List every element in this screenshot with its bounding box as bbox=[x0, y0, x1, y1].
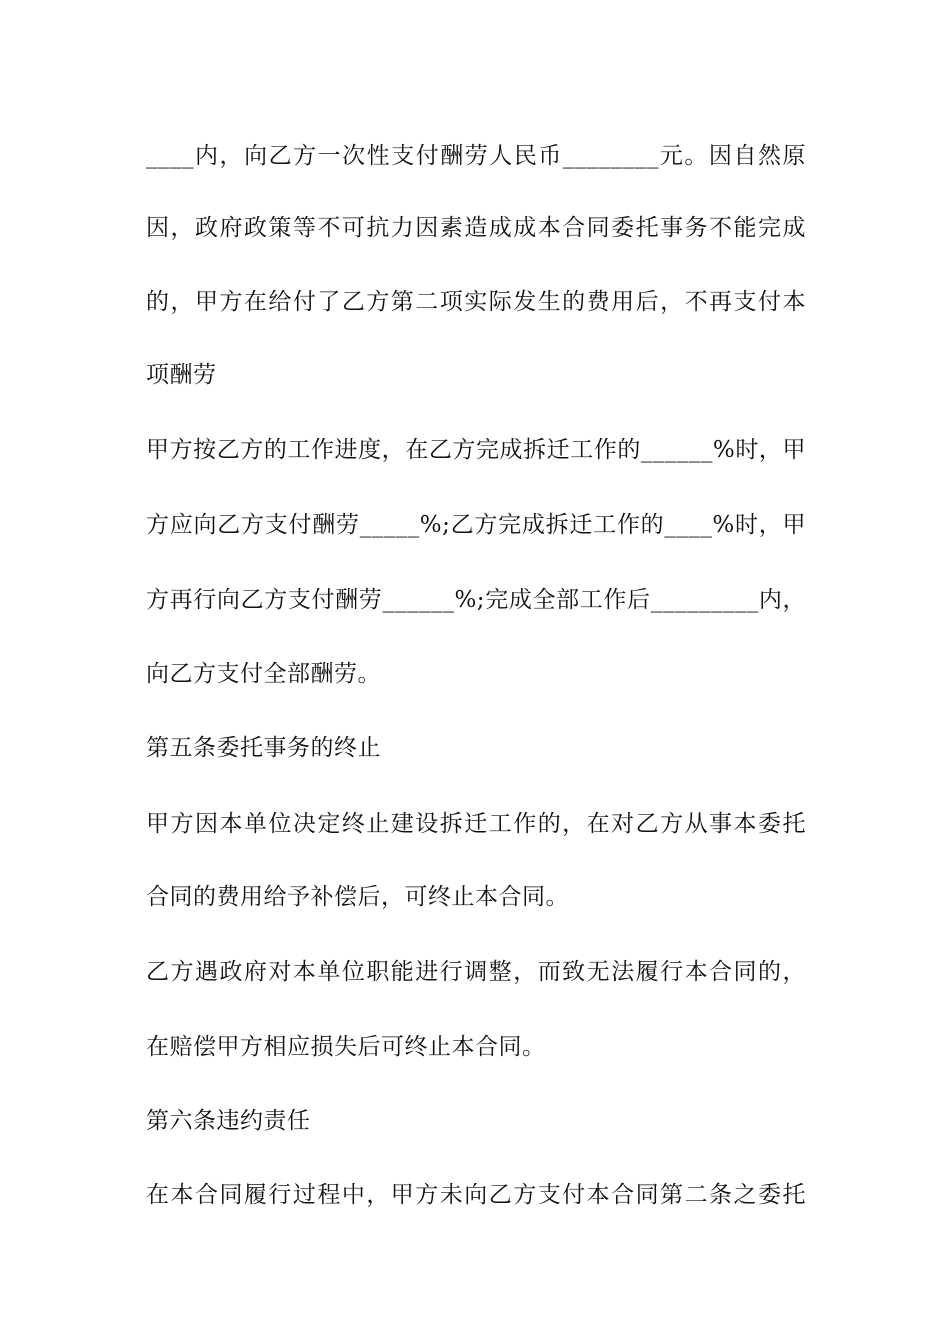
text-line: 乙方遇政府对本单位职能进行调整，而致无法履行本合同的， bbox=[146, 959, 806, 985]
text-line: 方再行向乙方支付酬劳______%;完成全部工作后_________内， bbox=[146, 587, 806, 613]
section-heading: 第六条违约责任 bbox=[146, 1108, 311, 1134]
text-line: 方应向乙方支付酬劳_____%;乙方完成拆迁工作的____%时，甲 bbox=[146, 512, 806, 538]
text-line: 因，政府政策等不可抗力因素造成成本合同委托事务不能完成 bbox=[146, 215, 806, 241]
text-line: 合同的费用给予补偿后，可终止本合同。 bbox=[146, 884, 569, 910]
text-line: 的，甲方在给付了乙方第二项实际发生的费用后，不再支付本 bbox=[146, 289, 806, 315]
text-line: 在赔偿甲方相应损失后可终止本合同。 bbox=[146, 1034, 546, 1060]
text-line: 甲方因本单位决定终止建设拆迁工作的，在对乙方从事本委托 bbox=[146, 811, 806, 837]
text-line: 向乙方支付全部酬劳。 bbox=[146, 661, 381, 687]
text-line: 甲方按乙方的工作进度，在乙方完成拆迁工作的______%时，甲 bbox=[146, 437, 806, 463]
text-line: ____内，向乙方一次性支付酬劳人民币________元。因自然原 bbox=[146, 143, 806, 169]
section-heading: 第五条委托事务的终止 bbox=[146, 735, 381, 761]
text-line: 在本合同履行过程中，甲方未向乙方支付本合同第二条之委托 bbox=[146, 1182, 806, 1208]
text-line: 项酬劳 bbox=[146, 362, 217, 388]
